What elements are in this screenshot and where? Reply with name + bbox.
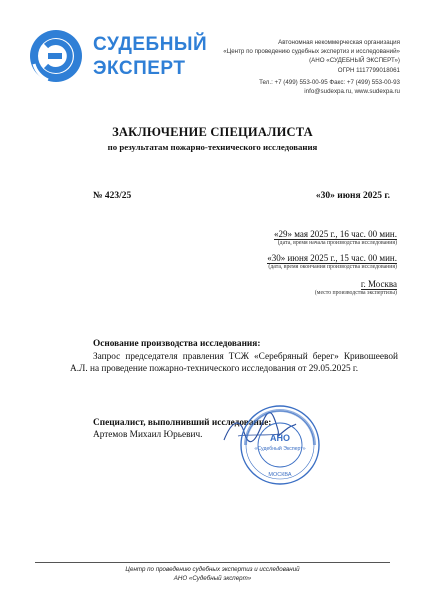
start-datetime-note: (дата, время начала производства исследования) (277, 240, 397, 246)
brand-line-2: ЭКСПЕРТ (93, 58, 186, 79)
stamp-text-3: МОСКВА (268, 472, 292, 478)
start-datetime-value: «29» мая 2025 г., 16 час. 00 мин. (273, 229, 397, 239)
organization-info (215, 38, 400, 75)
end-datetime-note: (дата, время окончания производства исследования) (268, 264, 397, 270)
specialist-name: Артемов Михаил Юрьевич. (93, 430, 203, 440)
place-value: г. Москва (360, 279, 397, 289)
basis-title: Основание производства исследования: (93, 339, 261, 349)
brand-name (93, 34, 207, 80)
organization-stamp (238, 403, 322, 487)
stamp-text-2: «Судебный Эксперт» (254, 446, 306, 452)
start-datetime (274, 229, 397, 239)
document-title: ЗАКЛЮЧЕНИЕ СПЕЦИАЛИСТА (112, 125, 313, 139)
basis-text: Запрос председателя правления ТСЖ «Серебряный берег» Кривошеевой А.Л. на проведение пожарно-технического исследования от 29.05.2025 г. (70, 352, 398, 375)
footer (0, 566, 425, 583)
org-line: ОГРН 1117799018061 (337, 66, 400, 74)
end-datetime-value: «30» июня 2025 г., 15 час. 00 мин. (267, 253, 397, 263)
stamp-text-1: АНО (270, 433, 290, 443)
brand-logo-icon (28, 28, 84, 84)
document-subtitle: по результатам пожарно-технического исследования (107, 142, 318, 152)
specialist-title: Специалист, выполнивший исследование: (93, 418, 272, 428)
document-number: № 423/25 (93, 191, 132, 201)
contact-info (215, 78, 400, 96)
document-date: «30» июня 2025 г. (315, 191, 390, 201)
place-note: (место производства экспертизы) (314, 290, 397, 296)
contact-web: info@sudexpa.ru, www.sudexpa.ru (304, 88, 400, 96)
contact-phone: Тел.: +7 (499) 553-00-95 Факс: +7 (499) 553-00-93 (259, 79, 400, 86)
org-line: Автономная некоммерческая организация (278, 39, 400, 46)
brand-line-1: СУДЕБНЫЙ (93, 34, 208, 55)
footer-line-1: Центр по проведению судебных экспертиз и исследований (125, 566, 300, 573)
footer-divider (35, 562, 390, 563)
end-datetime (267, 253, 397, 263)
org-line: (АНО «СУДЕБНЫЙ ЭКСПЕРТ») (309, 57, 400, 65)
footer-line-2: АНО «Судебный эксперт» (173, 574, 252, 582)
place (361, 279, 397, 289)
org-line: «Центр по проведению судебных экспертиз и исследований» (223, 48, 400, 56)
